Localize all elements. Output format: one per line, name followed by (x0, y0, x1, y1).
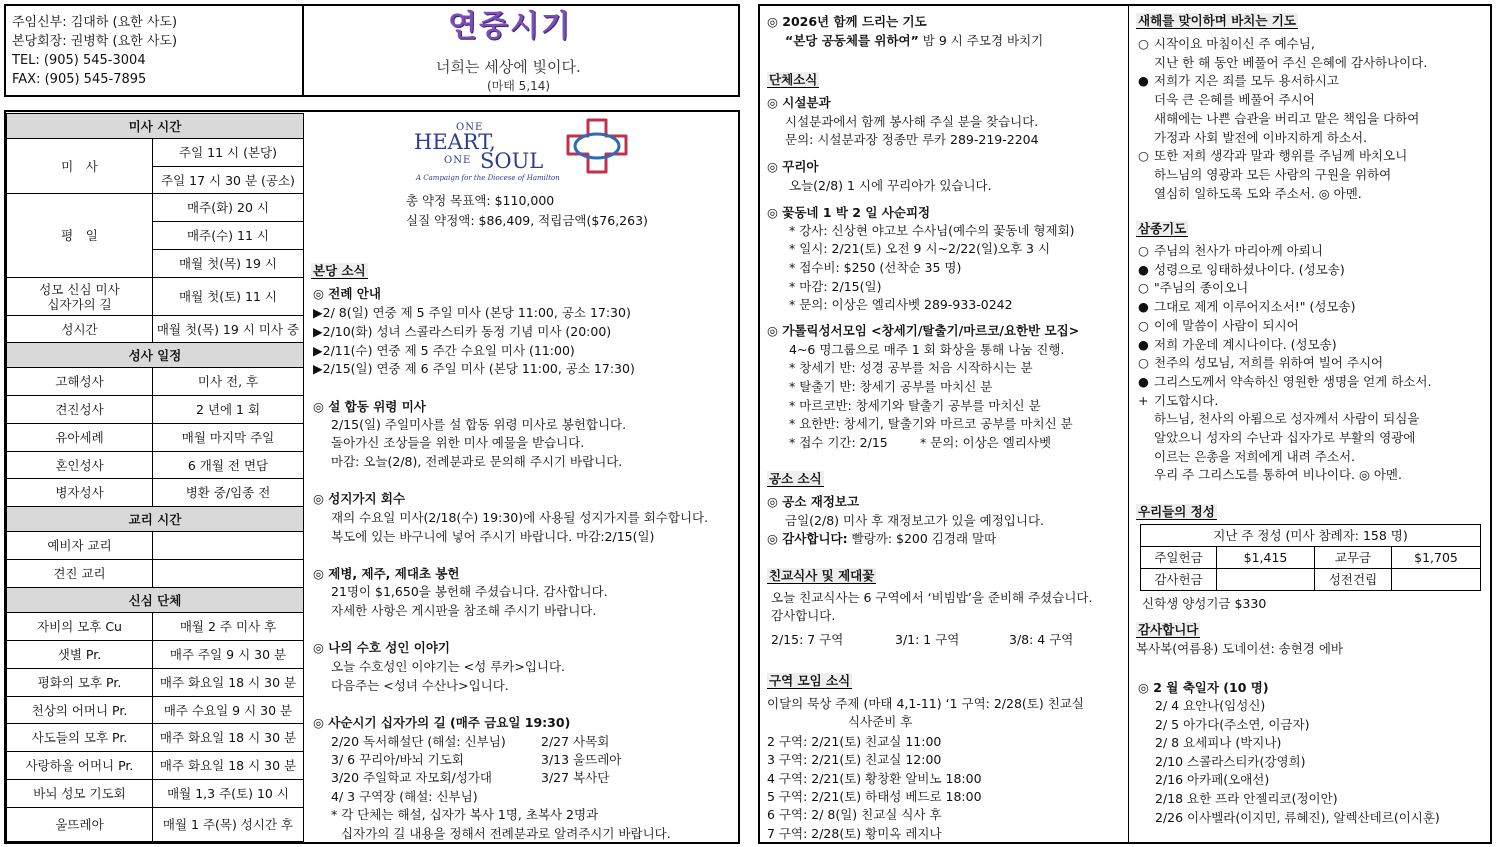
prayer-text: 성령으로 잉태하셨나이다. (성모송) (1154, 261, 1345, 277)
section-header (311, 263, 368, 279)
row-value: 매월 2 주 미사 후 (153, 613, 304, 641)
row-value: 매월 첫(목) 19 시 미사 중 (153, 316, 304, 343)
cross-item: 3/13 울뜨레아 (541, 752, 622, 767)
row-value: 매주 화요일 18 시 30 분 (153, 669, 304, 697)
section-header-label: 구역 모임 소식 (769, 673, 851, 688)
row-label: 유아세례 (7, 424, 153, 452)
filled-circle-icon: ● (1138, 373, 1149, 389)
fellowship-date: 3/1: 1 구역 (895, 632, 960, 647)
prayer-line (1138, 374, 1431, 389)
section-header (1136, 221, 1188, 237)
row-label: 혼인성사 (7, 452, 153, 479)
prayer-line (1138, 430, 1415, 445)
news-line: * 마감: 2/15(일) (789, 279, 882, 294)
filled-circle-icon: ● (1138, 336, 1149, 352)
cross-logo-icon (562, 118, 632, 174)
row-label: 사도들의 모후 Pr. (7, 724, 153, 752)
section-header-label: 감사합니다 (1138, 622, 1199, 637)
prayer-text: 그대로 제게 이루어지소서!" (성모송) (1154, 299, 1356, 315)
prayer-line (1138, 130, 1367, 145)
news-line: 문의: 시설분과장 정종만 루카 289-219-2204 (785, 132, 1039, 147)
contact-line: 본당회장: 권병학 (요한 사도) (12, 34, 178, 49)
prayer-line (1138, 36, 1315, 51)
prayer-text: 그리스도께서 약속하신 영원한 생명을 얻게 하소서. (1154, 373, 1432, 389)
news-line: * 탈출기 반: 창세기 공부를 마치신 분 (789, 379, 993, 394)
row-value: 매주 수요일 9 시 30 분 (153, 697, 304, 724)
prayer-line (1138, 280, 1248, 295)
prayer-line (1138, 73, 1339, 88)
news-line: 마감: 오늘(2/8), 전례분과로 문의해 주시기 바랍니다. (331, 454, 623, 469)
row-value: 매주 주일 9 시 30 분 (153, 641, 304, 669)
section-header: 미사 시간 (7, 114, 304, 139)
cross-item: 3/20 주일학교 자모회/성가대 (331, 770, 492, 785)
news-title: ◎ 시설분과 (767, 95, 831, 110)
news-line: 감사합니다. (771, 608, 836, 623)
logo-text-one: ONE (456, 122, 484, 133)
prayer-text: 시작이요 마침이신 주 예수님, (1154, 36, 1315, 51)
news-line: * 문의: 이상은 엘리사벳 (920, 435, 1052, 450)
gratitude-line: 복사복(여름용) 도네이션: 송현경 에바 (1136, 641, 1344, 656)
row-label: 평화의 모후 Pr. (7, 669, 153, 697)
cross-note: 십자가의 길 내용을 정해서 전례분과로 알려주시기 바랍니다. (341, 826, 671, 841)
prayer-line (1138, 299, 1356, 314)
row-label-line: 성모 신심 미사 (39, 281, 120, 297)
row-label: 미 사 (7, 139, 153, 194)
news-line: 4~6 명그룹으로 매주 1 회 화상을 통해 나눔 진행. (789, 342, 1065, 357)
prayer-text: 이에 말씀이 사람이 되시어 (1154, 317, 1299, 333)
news-line: ▶2/11(수) 연중 제 5 주간 수요일 미사 (11:00) (313, 343, 575, 358)
news-line: 21명이 $1,650을 봉헌해 주셨습니다. 감사합니다. (331, 584, 608, 599)
circle-icon: ○ (1138, 280, 1149, 296)
prayer-text: 주님의 천사가 마리아께 아뢰니 (1154, 243, 1323, 258)
logo-text-one: ONE (444, 155, 472, 166)
row-value: 주일 17 시 30 분 (공소) (153, 167, 304, 194)
section-header-label: 새해를 맞이하며 바치는 기도 (1138, 13, 1296, 28)
feast-item: 2/18 요한 프라 안젤리코(정이안) (1155, 791, 1338, 806)
news-title: ◎ 가톨릭성서모임 <창세기/탈출기/마르코/요한반 모집> (767, 323, 1080, 338)
row-label: 샛별 Pr. (7, 641, 153, 669)
row-label: 고해성사 (7, 368, 153, 396)
news-line: 복도에 있는 바구니에 넣어 주시기 바랍니다. 마감:2/15(일) (331, 529, 655, 544)
filled-circle-icon: ● (1138, 261, 1149, 277)
row-label-line: 십자가의 길 (47, 296, 112, 312)
logo-tagline: A Campaign for the Diocese of Hamilton (416, 174, 560, 182)
row-label: 바뇌 성모 기도회 (7, 780, 153, 808)
contact-line: 주임신부: 김대하 (요한 사도) (12, 15, 178, 30)
row-value: 6 개월 전 면담 (153, 452, 304, 479)
news-title: ◎ 공소 재정보고 (767, 494, 860, 509)
news-line: ▶2/15(일) 연중 제 6 주일 미사 (본당 11:00, 공소 17:30) (313, 361, 635, 376)
schedule-table (6, 113, 304, 842)
row-value: 매월 1 주(목) 성시간 후 (153, 808, 304, 842)
news-title: ◎ 꽃동네 1 박 2 일 사순피정 (767, 205, 931, 220)
row-label: 자비의 모후 Cu (7, 613, 153, 641)
news-line: 식사준비 후 (848, 714, 913, 729)
prayer-title: ◎ 2026년 함께 드리는 기도 (767, 14, 927, 29)
prayer-text: 하느님, 천사의 아룀으로 성자께서 사람이 되심을 (1154, 411, 1420, 427)
news-line: * 일시: 2/21(토) 오전 9 시~2/22(일)오후 3 시 (789, 241, 1051, 256)
district-line: 3 구역: 2/21(토) 친교실 12:00 (767, 752, 942, 767)
district-line: 7 구역: 2/28(토) 황미옥 레지나 (767, 826, 942, 841)
prayer-line (1138, 467, 1402, 482)
news-line: 다음주는 <성녀 수산나>입니다. (331, 678, 509, 693)
row-label: 견진성사 (7, 396, 153, 424)
cross-note: * 각 단체는 해설, 십자가 복사 1명, 초복사 2명과 (331, 807, 599, 822)
prayer-line (785, 33, 1043, 48)
campaign-actual: 실질 약정액: $86,409, 적립금액($76,263) (406, 213, 648, 228)
row-value: 병환 중/임종 전 (153, 479, 304, 507)
prayer-text: 저희 가운데 계시나이다. (성모송) (1154, 336, 1337, 352)
news-line: 오늘(2/8) 1 시에 꾸리아가 있습니다. (789, 178, 992, 193)
prayer-text: 이르는 은총을 저희에게 내려 주소서. (1154, 448, 1355, 464)
filled-circle-icon: ● (1138, 73, 1149, 89)
feast-item: 2/16 아카페(오애선) (1155, 772, 1270, 788)
cross-item: 2/27 사목회 (541, 734, 610, 749)
circle-icon: ○ (1138, 243, 1149, 258)
offering-value (1217, 569, 1315, 591)
row-label: 예비자 교리 (7, 532, 153, 560)
news-title: ◎ 성지가지 회수 (313, 491, 406, 506)
row-value: 매월 1,3 주(토) 10 시 (153, 780, 304, 808)
section-header (1136, 504, 1217, 520)
prayer-text: 지난 한 해 동안 베풀어 주신 은혜에 감사하나이다. (1154, 54, 1428, 70)
campaign-goal: 총 약정 목표액: $110,000 (406, 193, 555, 208)
row-label: 성시간 (7, 316, 153, 343)
row-value: 매주(화) 20 시 (153, 194, 304, 222)
row-label: 천상의 어머니 Pr. (7, 697, 153, 724)
logo-text-heart: HEART, (414, 130, 496, 154)
prayer-text: 열심히 일하도록 도와 주소서. ◎ 아멘. (1154, 185, 1362, 201)
section-header-label: 단체소식 (769, 72, 818, 87)
news-line: 돌아가신 조상들을 위한 미사 예물을 받습니다. (331, 435, 585, 450)
news-line: 자세한 사항은 게시판을 참조해 주시기 바랍니다. (331, 603, 597, 618)
circle-icon: ○ (1138, 148, 1149, 164)
row-label: 사랑하올 어머니 Pr. (7, 752, 153, 780)
news-line: * 강사: 신상현 야고보 수사님(예수의 꽃동네 형제회) (789, 223, 1075, 238)
feast-item: 2/10 스콜라스티카(강영희) (1155, 753, 1306, 769)
news-title: ◎ 전례 안내 (313, 286, 381, 301)
prayer-text: 천주의 성모님, 저희를 위하여 빌어 주시어 (1154, 355, 1384, 371)
row-value: 2 년에 1 회 (153, 396, 304, 424)
news-line: 2/15(일) 주일미사를 설 합동 위령 미사로 봉헌합니다. (331, 417, 627, 432)
offering-value: $1,705 (1392, 547, 1481, 569)
offering-label: 감사헌금 (1141, 569, 1217, 591)
section-header (1136, 13, 1298, 29)
news-line: * 접수 기간: 2/15 (789, 435, 888, 450)
prayer-text: 기도합시다. (1154, 392, 1219, 408)
prayer-text: 저희가 지은 죄를 모두 용서하시고 (1154, 73, 1339, 89)
prayer-line (1138, 449, 1355, 464)
section-header (767, 72, 819, 88)
news-line: 금일(2/8) 미사 후 재정보고가 있을 예정입니다. (785, 513, 1044, 528)
section-header (767, 471, 824, 487)
column-divider (1128, 5, 1129, 843)
offering-label: 주일헌금 (1141, 547, 1217, 569)
district-line: 5 구역: 2/21(토) 하태성 베드로 18:00 (767, 789, 982, 804)
prayer-text: 더욱 큰 은혜를 베풀어 주시어 (1154, 92, 1315, 108)
news-line: ▶2/10(화) 성녀 스콜라스티카 동정 기념 미사 (20:00) (313, 324, 612, 339)
cross-item: 3/ 6 꾸리아/바뇌 기도회 (331, 752, 464, 767)
row-value: 매주(수) 11 시 (153, 222, 304, 250)
filled-circle-icon: ● (1138, 299, 1149, 315)
thanks-detail: 빨랑까: $200 김경래 말따 (847, 531, 997, 546)
cross-item: 3/27 복사단 (541, 770, 610, 785)
district-line: 2 구역: 2/21(토) 친교실 11:00 (767, 734, 942, 749)
news-line: 시설분과에서 함께 봉사해 주실 분을 찾습니다. (785, 114, 1039, 129)
section-header-label: 우리들의 정성 (1138, 504, 1215, 519)
seminarian-fund: 신학생 양성기금 $330 (1142, 596, 1267, 611)
news-line: 재의 수요일 미사(2/18(수) 19:30)에 사용될 성지가지를 회수합니다. (331, 510, 709, 525)
prayer-line (1138, 411, 1419, 426)
news-line: ▶2/ 8(일) 연중 제 5 주일 미사 (본당 11:00, 공소 17:30) (313, 305, 631, 320)
row-label: 견진 교리 (7, 560, 153, 588)
prayer-line (1138, 337, 1337, 352)
verse: 너희는 세상에 빛이다. (436, 58, 581, 76)
district-line: 6 구역: 2/ 8(일) 친교실 식사 후 (767, 807, 942, 822)
header-divider (302, 5, 304, 96)
prayer-line (1138, 148, 1407, 163)
news-line: 오늘 친교식사는 6 구역에서 ‘비빔밥’을 준비해 주셨습니다. (771, 590, 1093, 605)
section-header (767, 568, 876, 584)
row-value: 매주 화요일 18 시 30 분 (153, 752, 304, 780)
feast-title: ◎ 2 월 축일자 (10 명) (1138, 680, 1269, 695)
row-value: 매월 마지막 주일 (153, 424, 304, 452)
row-label (7, 278, 153, 316)
thanks-title: ◎ 감사합니다: (767, 531, 848, 546)
offering-title: 지난 주 정성 (미사 참례자: 158 명) (1141, 525, 1481, 547)
circle-icon: ○ (1138, 36, 1149, 51)
feast-item: 2/26 이사벨라(이지민, 류혜진), 알렉산데르(이시훈) (1155, 809, 1440, 825)
thanks-line (767, 531, 996, 546)
news-title: ◎ 꾸리아 (767, 159, 819, 174)
contact-line: FAX: (905) 545-7895 (12, 72, 147, 87)
section-header-label: 삼종기도 (1138, 221, 1187, 236)
row-label: 평 일 (7, 194, 153, 278)
news-title: ◎ 설 합동 위령 미사 (313, 399, 426, 414)
row-value (153, 560, 304, 588)
row-value: 매주 화요일 18 시 30 분 (153, 724, 304, 752)
prayer-line (1138, 92, 1315, 107)
section-header: 성사 일정 (7, 343, 304, 368)
feast-item: 2/ 5 아가다(주소연, 이금자) (1155, 716, 1310, 732)
cross-icon: + (1138, 392, 1149, 408)
circle-icon: ○ (1138, 355, 1149, 371)
news-line: * 문의: 이상은 엘리사벳 289-933-0242 (789, 297, 1013, 312)
prayer-text: 새해에는 나쁜 습관을 버리고 맡은 책임을 다하여 (1154, 110, 1420, 126)
prayer-line (1138, 355, 1383, 370)
feast-item: 2/ 8 요세피나 (박지나) (1155, 735, 1282, 751)
prayer-line (1138, 318, 1299, 333)
section-header (1136, 622, 1200, 638)
offering-value: $1,415 (1217, 547, 1315, 569)
district-line: 4 구역: 2/21(토) 황창환 알비노 18:00 (767, 771, 982, 786)
campaign-logo (412, 118, 636, 188)
prayer-text: 가정과 사회 발전에 이바지하게 하소서. (1154, 129, 1368, 145)
prayer-text: 알았으니 성자의 수난과 십자가로 부활의 영광에 (1154, 430, 1416, 445)
prayer-line (1138, 55, 1427, 70)
section-header-label: 친교식사 및 제대꽃 (769, 568, 875, 583)
row-label: 병자성사 (7, 479, 153, 507)
prayer-line (1138, 111, 1419, 126)
contact-line: TEL: (905) 545-3004 (12, 53, 146, 68)
prayer-text: 또한 저희 생각과 말과 행위를 주님께 바치오니 (1154, 148, 1408, 164)
offering-label: 성전건립 (1315, 569, 1392, 591)
news-line: 이달의 묵상 주제 (마태 4,1-11) ‘1 구역: 2/28(토) 친교실 (767, 696, 1084, 711)
fellowship-date: 2/15: 7 구역 (771, 632, 844, 647)
news-title: ◎ 제병, 제주, 제대초 봉헌 (313, 566, 460, 581)
row-value: 미사 전, 후 (153, 368, 304, 396)
news-line: 오늘 수호성인 이야기는 <성 루카>입니다. (331, 659, 566, 674)
prayer-line (1138, 186, 1362, 201)
section-header (767, 673, 852, 689)
section-header: 신심 단체 (7, 588, 304, 613)
fellowship-date: 3/8: 4 구역 (1009, 632, 1074, 647)
news-title: ◎ 사순시기 십자가의 길 (매주 금요일 19:30) (313, 715, 571, 730)
offering-table (1140, 524, 1481, 591)
row-value: 매월 첫(목) 19 시 (153, 250, 304, 278)
offering-label: 교무금 (1315, 547, 1392, 569)
row-value (153, 532, 304, 560)
prayer-line (1138, 393, 1218, 408)
prayer-text: "주님의 종이오니 (1154, 280, 1249, 296)
row-value: 주일 11 시 (본당) (153, 139, 304, 167)
circle-icon: ○ (1138, 317, 1149, 333)
page-title: 연중시기 (448, 9, 572, 44)
section-header-label: 공소 소식 (769, 471, 822, 486)
section-header: 교리 시간 (7, 507, 304, 532)
feast-item: 2/ 4 요안나(임성신) (1155, 698, 1266, 713)
logo-text-soul: SOUL (480, 149, 544, 173)
offering-value (1392, 569, 1481, 591)
prayer-line (1138, 167, 1391, 182)
prayer-line (1138, 262, 1345, 277)
news-line: * 요한반: 창세기, 탈출기와 마르코 공부를 마치신 분 (789, 416, 1073, 431)
prayer-line (1138, 243, 1323, 258)
prayer-intention: “본당 공동체를 위하여” (785, 33, 919, 48)
section-header-label: 본당 소식 (313, 263, 366, 278)
verse-ref: (마태 5,14) (487, 79, 551, 93)
cross-item: 2/20 독서해설단 (해설: 신부님) (331, 734, 506, 749)
news-title: ◎ 나의 수호 성인 이야기 (313, 640, 450, 655)
prayer-text: 하느님의 영광과 모든 사람의 구원을 위하여 (1154, 166, 1392, 182)
cross-item: 4/ 3 구역장 (해설: 신부님) (331, 789, 478, 804)
news-line: * 창세기 반: 성경 공부를 처음 시작하시는 분 (789, 360, 1033, 375)
prayer-text: 우리 주 그리스도를 통하여 비나이다. ◎ 아멘. (1154, 467, 1402, 483)
row-value: 매월 첫(토) 11 시 (153, 278, 304, 316)
news-line: * 마르코반: 창세기와 탈출기 공부를 마치신 분 (789, 398, 1041, 413)
news-line: * 접수비: $250 (선착순 35 명) (789, 260, 962, 275)
row-label: 울뜨레아 (7, 808, 153, 842)
prayer-detail: 밤 9 시 주모경 바치기 (918, 33, 1044, 48)
